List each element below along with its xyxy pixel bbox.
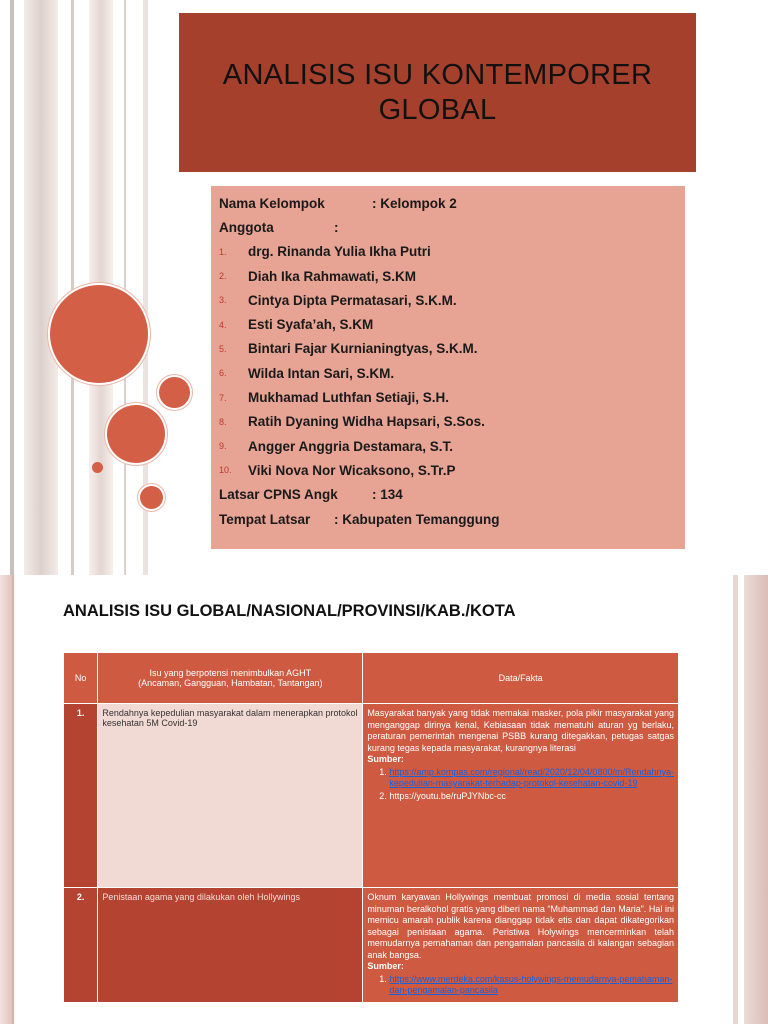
analysis-table (63, 652, 679, 1003)
decor-circle (159, 377, 190, 408)
page-title: ANALISIS ISU KONTEMPORER (222, 58, 653, 91)
members-separator: : (334, 219, 339, 235)
decor-circle (107, 405, 165, 463)
member-number: 9. (219, 441, 227, 452)
member-name: Cintya Dipta Permatasari, S.K.M. (248, 292, 457, 308)
list-item (219, 434, 677, 458)
slide-analysis (0, 575, 768, 1024)
member-name: Esti Syafa’ah, S.KM (248, 317, 374, 333)
decor-circle (140, 486, 163, 509)
member-name: Ratih Dyaning Widha Hapsari, S.Sos. (248, 414, 485, 430)
members-label: Anggota (219, 219, 274, 235)
row-fakta (363, 704, 679, 888)
sumber-label: Sumber: (367, 754, 404, 764)
member-number: 1. (219, 246, 227, 257)
group-label: Nama Kelompok (219, 195, 325, 211)
list-item (219, 288, 677, 312)
member-number: 7. (219, 392, 227, 403)
row-fakta (363, 888, 679, 1003)
decor-stripe (124, 0, 126, 575)
decor-stripe (0, 575, 12, 1024)
member-number: 2. (219, 271, 227, 282)
member-number: 5. (219, 343, 227, 354)
column-header-isu-line1: Isu yang berpotensi menimbulkan AGHT (149, 668, 312, 678)
row-number: 1. (64, 704, 98, 888)
sumber-label: Sumber: (367, 961, 404, 971)
latsar-label: Latsar CPNS Angk (219, 487, 338, 503)
member-name: Wilda Intan Sari, S.KM. (248, 365, 395, 381)
member-name: drg. Rinanda Yulia Ikha Putri (248, 244, 431, 260)
tempat-row (219, 507, 677, 531)
member-name: Diah Ika Rahmawati, S.KM (248, 268, 417, 284)
list-item (219, 385, 677, 409)
member-number: 4. (219, 319, 227, 330)
list-item (219, 312, 677, 336)
table-row (64, 704, 679, 888)
fakta-text: Masyarakat banyak yang tidak memakai masker, pola pikir masyarakat yang menganggap dirinya kenal, Kebiasaan tidak mematuhi aturan yg berlaku, peraturan pemerintah mengenai PSBB kurang ditegakkan, petugas satgas kurang tegas kepada masyarakat, kurangnya literasi (367, 708, 674, 753)
member-number: 8. (219, 416, 227, 427)
member-number: 6. (219, 368, 227, 379)
column-header-fakta: Data/Fakta (363, 653, 679, 704)
column-header-isu-line2: (Ancaman, Gangguan, Hambatan, Tantangan) (138, 678, 323, 688)
source-url: https://youtu.be/ruPJYNbc-cc (389, 790, 506, 801)
list-item (219, 410, 677, 434)
page-title-line2: GLOBAL (378, 93, 497, 126)
member-name: Bintari Fajar Kurnianingtyas, S.K.M. (248, 341, 478, 357)
decor-stripe (12, 575, 14, 1024)
list-item (219, 458, 677, 482)
column-header-isu (98, 653, 363, 704)
group-info (211, 186, 685, 549)
latsar-value: : 134 (372, 487, 403, 503)
tempat-label: Tempat Latsar (219, 511, 311, 527)
list-item (389, 974, 674, 997)
list-item (219, 240, 677, 264)
table-header-row (64, 653, 679, 704)
source-link[interactable]: https://amp.kompas.com/regional/read/2020/12/04/0800/m/Rendahnya-kepedulian-masyarakat-terhadap-protokol-kesehatan-covid-19 (389, 766, 674, 788)
list-item (389, 791, 674, 803)
list-item (219, 361, 677, 385)
member-name: Viki Nova Nor Wicaksono, S.Tr.P (248, 462, 456, 478)
list-item (389, 767, 674, 790)
row-number: 2. (64, 888, 98, 1003)
source-list (367, 974, 674, 997)
members-row (219, 215, 677, 239)
row-isu: Penistaan agama yang dilakukan oleh Hollywings (98, 888, 363, 1003)
source-link[interactable]: https://www.merdeka.com/kasus-holywings-memudarnya-pemahaman-dan-pengamalan-pancasila (389, 973, 673, 995)
decor-stripe (71, 0, 74, 575)
decor-stripe (733, 575, 738, 1024)
decor-stripe (744, 575, 768, 1024)
decor-circle (92, 462, 103, 473)
table-row (64, 888, 679, 1003)
title-banner (179, 13, 696, 172)
fakta-text: Oknum karyawan Hollywings membuat promosi di media sosial tentang minuman beralkohol gratis yang diberi nama “Muhammad dan Maria”. Hal ini memicu amarah publik karena dianggap tidak etis dan dapat dikategorikan sebagai penistaan agama. Peristiwa Holywings mencerminkan telah memudarnya pemahaman dan pengamalan pancasila di kalangan sebagian anak bangsa. (367, 892, 674, 960)
member-name: Angger Anggria Destamara, S.T. (248, 438, 454, 454)
decor-stripe (10, 0, 14, 575)
row-isu: Rendahnya kepedulian masyarakat dalam menerapkan protokol kesehatan 5M Covid-19 (98, 704, 363, 888)
decor-stripe (24, 0, 58, 575)
decor-circle (50, 285, 148, 383)
member-number: 3. (219, 295, 227, 306)
member-name: Mukhamad Luthfan Setiaji, S.H. (248, 390, 450, 406)
member-number: 10. (219, 465, 232, 476)
column-header-no: No (64, 653, 98, 704)
group-value: : Kelompok 2 (372, 195, 457, 211)
list-item (219, 264, 677, 288)
tempat-value: : Kabupaten Temanggung (334, 511, 500, 527)
list-item (219, 337, 677, 361)
group-row (219, 191, 677, 215)
section-heading: ANALISIS ISU GLOBAL/NASIONAL/PROVINSI/KAB./KOTA (63, 602, 516, 620)
latsar-row (219, 483, 677, 507)
source-list (367, 767, 674, 803)
